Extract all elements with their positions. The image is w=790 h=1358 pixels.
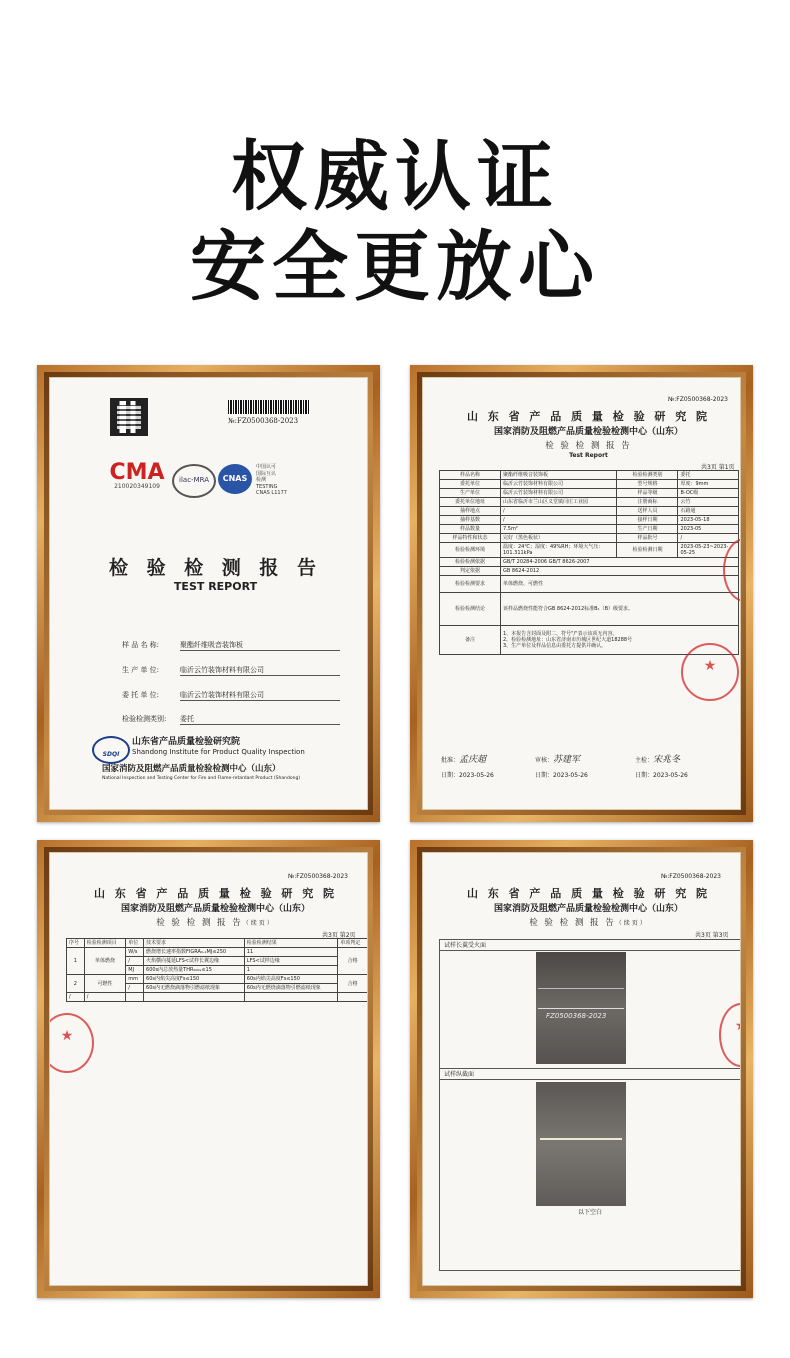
certificate-page1 bbox=[422, 377, 741, 810]
cell-label: 抽样基数 bbox=[440, 516, 501, 525]
sdqi-logo: SDQI bbox=[92, 736, 130, 764]
page-indicator: 共3页 第3页 bbox=[695, 932, 729, 939]
cell-label: 检验检测要求 bbox=[440, 576, 501, 593]
cell-label: 检验检测类别 bbox=[617, 471, 678, 480]
cnas-info-line: 检测 bbox=[256, 477, 267, 483]
report-title-en: TEST REPORT bbox=[173, 580, 258, 593]
section-label: 试样纵截面 bbox=[444, 1071, 475, 1078]
table-row bbox=[440, 593, 739, 626]
requirement-cell: 60s内无燃烧滴落物引燃滤纸现象 bbox=[144, 984, 245, 993]
field-sample-name bbox=[122, 640, 340, 651]
cell-label: 抽样地点 bbox=[440, 507, 501, 516]
signature-inspector bbox=[635, 752, 680, 765]
unit-cell: / bbox=[126, 957, 144, 966]
page-indicator: 共3页 第2页 bbox=[322, 932, 356, 939]
report-number: №:FZ0500368-2023 bbox=[288, 873, 348, 880]
cell-value: 温度：24℃；湿度：49%RH；环境大气压：101.311kPa bbox=[501, 543, 617, 558]
certificate-page1-frame bbox=[410, 365, 753, 822]
photo-panel bbox=[439, 939, 741, 1271]
signature-name: 孟庆超 bbox=[459, 755, 487, 765]
cell-value: 山东省临沂市兰山区义堂镇闫庄工业园 bbox=[501, 498, 617, 507]
report-number: №:FZ0500368-2023 bbox=[668, 396, 728, 403]
signature-review bbox=[535, 752, 580, 765]
cell-label: 生产日期 bbox=[617, 525, 678, 534]
institute-name: 山 东 省 产 品 质 量 检 验 研 究 院 bbox=[466, 410, 711, 423]
cell-value: / bbox=[501, 507, 617, 516]
table-row bbox=[440, 567, 739, 576]
cma-code: 210020349109 bbox=[114, 483, 160, 490]
column-header: 检验检测项目 bbox=[84, 939, 125, 948]
cell-value: 该样品燃烧性能符合GB 8624-2012标准B₁（B）级要求。 bbox=[501, 593, 739, 626]
signature-approve bbox=[441, 752, 486, 765]
table-row bbox=[440, 525, 739, 534]
table-row bbox=[440, 558, 739, 567]
item-name: 单体燃烧 bbox=[84, 948, 125, 975]
result-cell: 60s内焰尖高度Fs≤150 bbox=[244, 975, 338, 984]
center-name: 国家消防及阻燃产品质量检验检测中心（山东） bbox=[493, 904, 683, 914]
center-name-cn: 国家消防及阻燃产品质量检验检测中心（山东） bbox=[102, 764, 281, 774]
institute-name-en: Shandong Institute for Product Quality Inspection bbox=[132, 748, 305, 756]
certificate-page2 bbox=[49, 852, 368, 1286]
column-header: 单项判定 bbox=[338, 939, 368, 948]
section-label: 试样长翼受火面 bbox=[444, 942, 487, 949]
field-category bbox=[122, 714, 340, 725]
center-name: 国家消防及阻燃产品质量检验检测中心（山东） bbox=[120, 904, 310, 914]
title-text: 检 验 检 测 报 告 bbox=[156, 918, 243, 928]
table-row bbox=[440, 498, 739, 507]
field-label: 委 托 单 位: bbox=[122, 691, 160, 699]
note-line: 3、生产单位及样品信息由委托方提供并确认。 bbox=[503, 643, 607, 649]
signature-name: 宋兆冬 bbox=[653, 755, 681, 765]
report-title-en: Test Report bbox=[569, 452, 608, 459]
cell-value: 7.5m² bbox=[501, 525, 617, 534]
cell-label: 备注 bbox=[440, 626, 501, 655]
cell-value: 临沂云竹装饰材料有限公司 bbox=[501, 489, 617, 498]
cell-label: 检验检测结论 bbox=[440, 593, 501, 626]
table-row bbox=[440, 543, 739, 558]
cell-value: GB/T 20284-2006 GB/T 8626-2007 bbox=[501, 558, 739, 567]
continuation-mark: （续页） bbox=[242, 920, 275, 927]
cell-value: B-OC级 bbox=[678, 489, 739, 498]
center-name-en: National Inspection and Testing Center for Fire and Flame-retardant Product (Shandong) bbox=[102, 776, 301, 781]
note-line: 2、检验检测地址：山东省济南市历城区世纪大道18288号 bbox=[503, 637, 633, 643]
result-cell: 60s内无燃烧滴落物引燃滤纸现象 bbox=[244, 984, 338, 993]
cnas-info-line: 国际互认 bbox=[256, 470, 277, 477]
sample-label: FZ0500368-2023 bbox=[546, 1012, 607, 1020]
result-cell: 11 bbox=[244, 948, 338, 957]
cell-value: 单体燃烧、可燃性 bbox=[501, 576, 739, 593]
item-number: 1 bbox=[67, 948, 85, 975]
requirement-cell: 60s内焰尖高度Fs≤150 bbox=[144, 975, 245, 984]
verdict-cell: 合格 bbox=[338, 948, 368, 975]
table-row bbox=[440, 516, 739, 525]
cell-value: 完好（黑色板状） bbox=[501, 534, 617, 543]
column-header: 检验检测结果 bbox=[244, 939, 338, 948]
page-indicator: 共3页 第1页 bbox=[701, 464, 735, 471]
field-client bbox=[122, 690, 340, 701]
column-header: 技术要求 bbox=[144, 939, 245, 948]
cell-label: 样品等级 bbox=[617, 489, 678, 498]
item-name: 可燃性 bbox=[84, 975, 125, 993]
center-name: 国家消防及阻燃产品质量检验检测中心（山东） bbox=[493, 427, 683, 437]
table-row bbox=[67, 975, 368, 984]
table-row bbox=[440, 480, 739, 489]
headline-line-1: 权威认证 bbox=[231, 132, 559, 221]
signature-date: 日期：2023-05-26 bbox=[441, 772, 494, 779]
signature-date: 日期：2023-05-26 bbox=[635, 772, 688, 779]
cell-label: 型号规格 bbox=[617, 480, 678, 489]
column-header: 序号 bbox=[67, 939, 85, 948]
certificate-page2-frame bbox=[37, 840, 380, 1298]
cell-label: 样品批号 bbox=[617, 534, 678, 543]
certificate-page3-frame bbox=[410, 840, 753, 1298]
cell-label: 委托单位 bbox=[440, 480, 501, 489]
report-title-cn bbox=[423, 916, 741, 928]
cell-value: / bbox=[678, 534, 739, 543]
headline-line-2: 安全更放心 bbox=[190, 222, 600, 311]
field-label: 样 品 名 称: bbox=[122, 641, 160, 649]
unit-cell: mm bbox=[126, 975, 144, 984]
official-stamp bbox=[49, 1013, 94, 1073]
table-row bbox=[440, 576, 739, 593]
certificate-cover bbox=[49, 377, 368, 810]
table-row bbox=[440, 507, 739, 516]
cell-label: 检验检测日期 bbox=[617, 543, 678, 558]
cell-value: 聚酯纤维吸音装饰板 bbox=[501, 471, 617, 480]
item-number: 2 bbox=[67, 975, 85, 993]
cell-value: 委托 bbox=[678, 471, 739, 480]
report-number: №:FZ0500368-2023 bbox=[228, 417, 299, 425]
cell-value: 临沂云竹装饰材料有限公司 bbox=[501, 480, 617, 489]
table-row bbox=[67, 993, 368, 1002]
field-label: 检验检测类别: bbox=[122, 715, 167, 723]
cnas-info-line: CNAS L1177 bbox=[256, 490, 287, 496]
field-producer bbox=[122, 665, 340, 676]
unit-cell: MJ bbox=[126, 966, 144, 975]
table-header-row bbox=[67, 939, 368, 948]
requirement-cell: 火焰横向蔓延LFS<试样长翼边缘 bbox=[144, 957, 245, 966]
report-number: №:FZ0500368-2023 bbox=[661, 873, 721, 880]
cell-value: 2023-05-18 bbox=[678, 516, 739, 525]
field-value: 临沂云竹装饰材料有限公司 bbox=[180, 665, 340, 676]
table-row bbox=[67, 948, 368, 957]
cell-value: / bbox=[501, 516, 617, 525]
signature-date: 日期：2023-05-26 bbox=[535, 772, 588, 779]
requirement-cell: 600s内总放热量THR₆₀₀ₛ≤15 bbox=[144, 966, 245, 975]
official-stamp bbox=[681, 643, 739, 701]
institute-name: 山 东 省 产 品 质 量 检 验 研 究 院 bbox=[93, 887, 338, 900]
cnas-info-line: 中国认可 bbox=[256, 464, 277, 470]
cell-label: 送样人员 bbox=[617, 507, 678, 516]
cell-label: 判定依据 bbox=[440, 567, 501, 576]
cnas-logo: CNAS bbox=[218, 464, 252, 494]
qr-code-icon bbox=[110, 398, 148, 436]
report-title-cn bbox=[50, 916, 368, 928]
cma-logo: CMA 210020349109 bbox=[109, 460, 165, 490]
signature-name: 苏建军 bbox=[553, 755, 581, 765]
certificate-cover-frame bbox=[37, 365, 380, 822]
certificate-page3 bbox=[422, 852, 741, 1286]
cell-label: 检验检测环境 bbox=[440, 543, 501, 558]
signature-label: 审核： bbox=[535, 757, 554, 764]
column-header: 单位 bbox=[126, 939, 144, 948]
cell-label: 样品数量 bbox=[440, 525, 501, 534]
cell-label: 接样日期 bbox=[617, 516, 678, 525]
field-value: 委托 bbox=[180, 714, 340, 725]
cell-label: 样品特性和状态 bbox=[440, 534, 501, 543]
table-row bbox=[440, 471, 739, 480]
requirement-cell: 燃烧增长速率指数FIGRA₀.₂MJ≤250 bbox=[144, 948, 245, 957]
field-value: 聚酯纤维吸音装饰板 bbox=[180, 640, 340, 651]
field-value: 临沂云竹装饰材料有限公司 bbox=[180, 690, 340, 701]
cell-value: 2023-05 bbox=[678, 525, 739, 534]
signature-label: 批准： bbox=[441, 757, 460, 764]
cell-value: 石路通 bbox=[678, 507, 739, 516]
institute-name-cn: 山东省产品质量检验研究院 bbox=[132, 737, 241, 747]
cell-label: 注册商标 bbox=[617, 498, 678, 507]
note-line: 1、本报告含封面及附二，符号"/"表示该项无内容。 bbox=[503, 631, 618, 637]
ilac-mra-logo: ilac-MRA bbox=[172, 464, 216, 498]
unit-cell: W/s bbox=[126, 948, 144, 957]
cnas-info bbox=[256, 464, 287, 497]
institute-name: 山 东 省 产 品 质 量 检 验 研 究 院 bbox=[466, 887, 711, 900]
cell-value: 2023-05-23~2023-05-25 bbox=[678, 543, 739, 558]
table-row bbox=[440, 534, 739, 543]
cell-value: 厚度：9mm bbox=[678, 480, 739, 489]
unit-cell: / bbox=[126, 984, 144, 993]
cell-label: 样品名称 bbox=[440, 471, 501, 480]
empty-cell: / bbox=[84, 993, 125, 1002]
report-title-cn: 检 验 检 测 报 告 bbox=[108, 557, 323, 579]
cell-label: 生产单位 bbox=[440, 489, 501, 498]
barcode-icon bbox=[228, 400, 310, 414]
cell-value: GB 8624-2012 bbox=[501, 567, 739, 576]
sample-section-photo bbox=[536, 1082, 626, 1206]
result-cell: 1 bbox=[244, 966, 338, 975]
verdict-cell: 合格 bbox=[338, 975, 368, 993]
report-summary-table bbox=[439, 470, 739, 655]
table-row bbox=[440, 489, 739, 498]
empty-cell: / bbox=[67, 993, 85, 1002]
cell-label: 检验检测依据 bbox=[440, 558, 501, 567]
end-mark: 以下空白 bbox=[577, 1209, 602, 1216]
cnas-info-line: TESTING bbox=[256, 483, 278, 490]
cell-value: 云竹 bbox=[678, 498, 739, 507]
continuation-mark: （续页） bbox=[615, 920, 648, 927]
result-cell: LFS<试样边缘 bbox=[244, 957, 338, 966]
cell-label: 委托单位地址 bbox=[440, 498, 501, 507]
title-text: 检 验 检 测 报 告 bbox=[529, 918, 616, 928]
report-title-cn: 检 验 检 测 报 告 bbox=[545, 441, 632, 451]
sample-face-photo bbox=[536, 952, 626, 1064]
results-table bbox=[66, 938, 368, 1002]
signature-label: 主检： bbox=[635, 757, 654, 764]
field-label: 生 产 单 位: bbox=[122, 666, 160, 674]
